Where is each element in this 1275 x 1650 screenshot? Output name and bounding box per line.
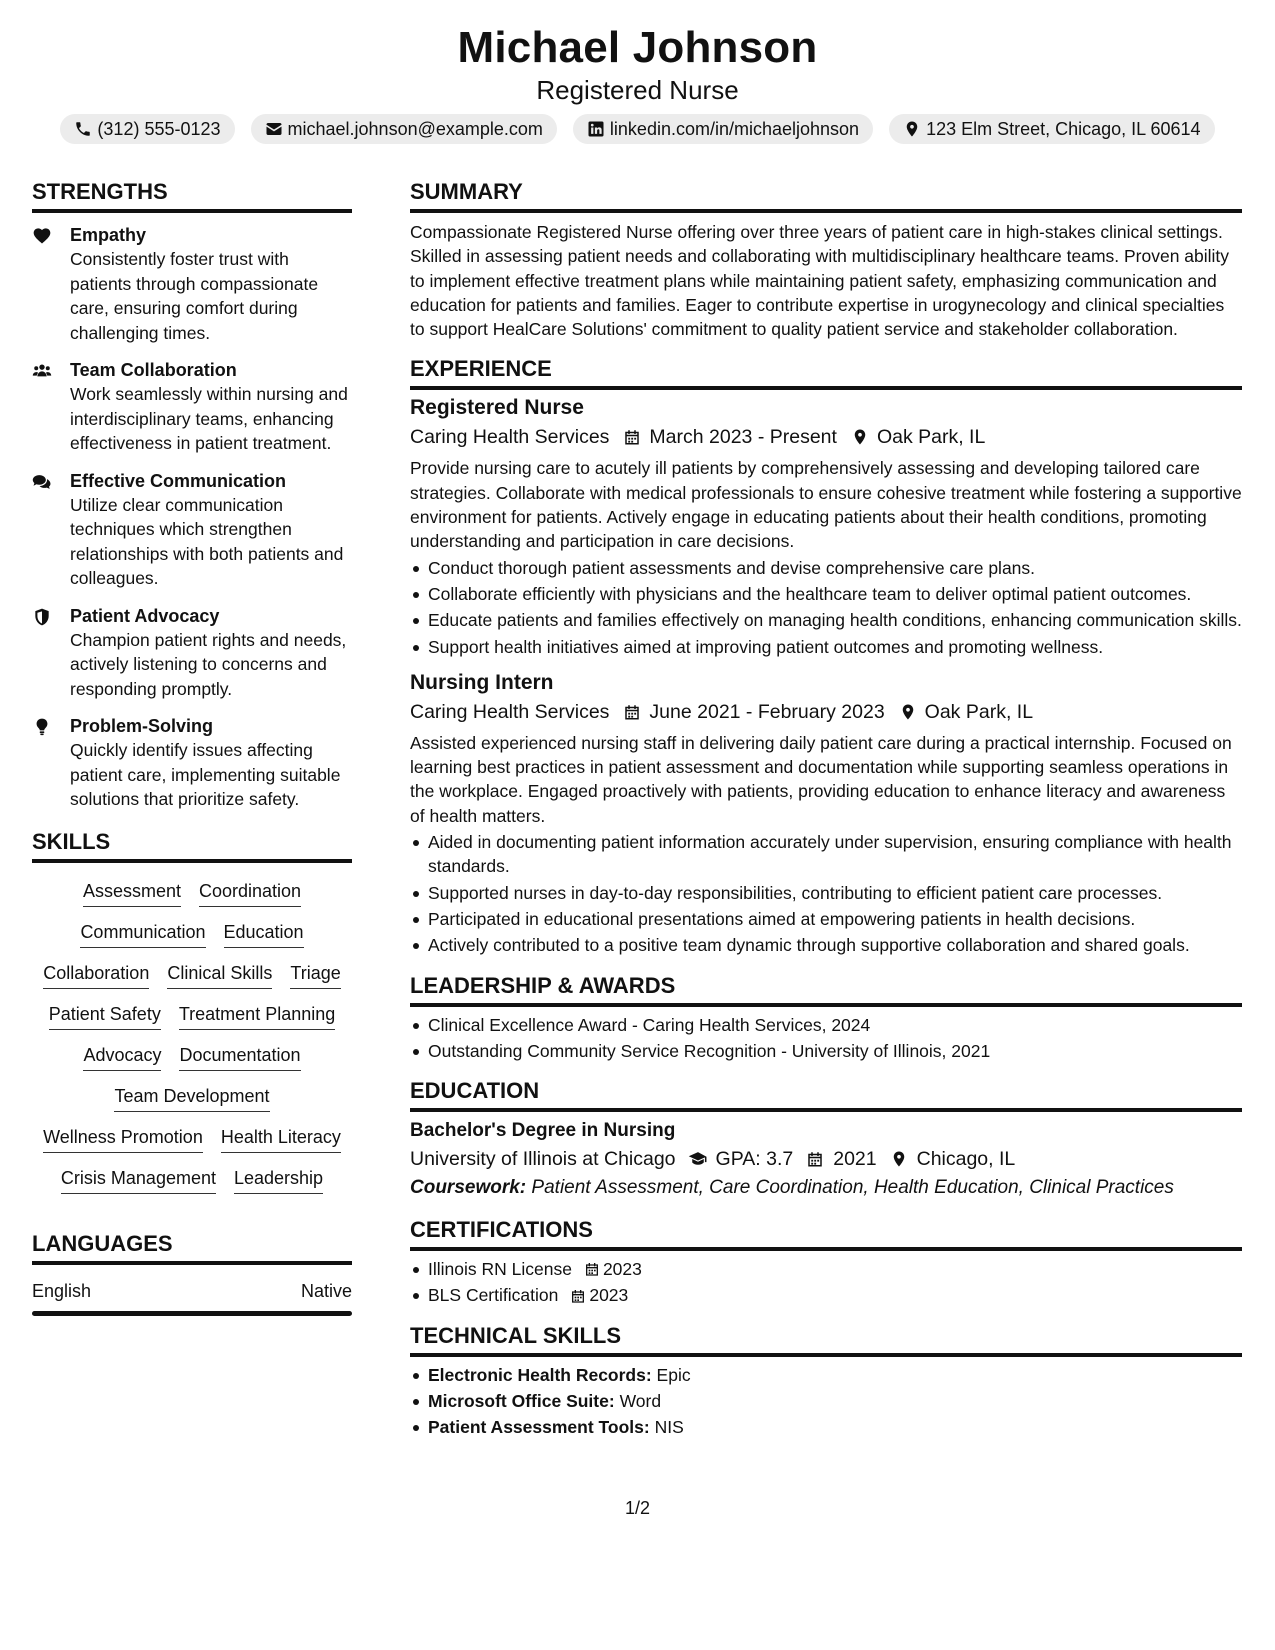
summary-section	[410, 178, 1242, 341]
coursework-text: Patient Assessment, Care Coordination, Health Education, Clinical Practices	[531, 1177, 1174, 1199]
technical-skill-value: Word	[619, 1391, 662, 1412]
contact-address	[889, 114, 1215, 144]
job-location: Oak Park, IL	[924, 700, 1034, 723]
job-title: Registered Nurse	[410, 396, 584, 420]
skill-tag: Clinical Skills	[167, 961, 272, 989]
language-name: English	[32, 1280, 92, 1301]
technical-skill-label: Electronic Health Records:	[428, 1364, 652, 1385]
graduation-cap-icon	[676, 1150, 716, 1168]
technical-skill-item	[410, 1415, 1242, 1439]
strength-item	[32, 469, 352, 591]
job-entry	[410, 669, 1242, 958]
job-company: Caring Health Services	[410, 700, 610, 723]
certification-item	[410, 1257, 1242, 1281]
education-year: 2021	[833, 1148, 877, 1171]
job-title: Nursing Intern	[410, 670, 554, 694]
education-heading: EDUCATION	[410, 1077, 1242, 1112]
summary-heading: SUMMARY	[410, 178, 1242, 213]
job-bullet: Conduct thorough patient assessments and devise comprehensive care plans.	[410, 556, 1242, 580]
strength-item	[32, 358, 352, 456]
strength-desc: Consistently foster trust with patients through compassionate care, ensuring comfort during challenging times.	[70, 249, 319, 343]
strengths-heading: STRENGTHS	[32, 178, 352, 213]
job-bullet: Collaborate efficiently with physicians and the healthcare team to deliver optimal patient outcomes.	[410, 582, 1242, 606]
skill-tag: Treatment Planning	[179, 1002, 335, 1030]
education-meta	[410, 1144, 1242, 1174]
language-level: Native	[300, 1280, 352, 1301]
job-dates: June 2021 - February 2023	[649, 700, 885, 723]
languages-heading: LANGUAGES	[32, 1230, 352, 1265]
certification-name: BLS Certification	[428, 1285, 559, 1306]
technical-skill-item	[410, 1363, 1242, 1387]
certifications-section	[410, 1216, 1242, 1308]
contact-linkedin-text: linkedin.com/in/michaeljohnson	[609, 119, 860, 139]
leadership-list	[410, 1013, 1242, 1064]
skill-tag: Leadership	[234, 1166, 323, 1194]
candidate-role: Registered Nurse	[536, 75, 739, 105]
location-pin-icon	[885, 703, 925, 721]
strength-title: Empathy	[70, 225, 147, 245]
shield-icon	[32, 604, 70, 702]
right-column	[410, 178, 1242, 1448]
job-dates: March 2023 - Present	[649, 426, 837, 449]
technical-skills-heading: TECHNICAL SKILLS	[410, 1322, 1242, 1357]
job-location: Oak Park, IL	[876, 426, 986, 449]
leadership-section	[410, 972, 1242, 1064]
page-number: 1/2	[624, 1498, 651, 1518]
strength-title: Problem-Solving	[70, 716, 214, 736]
education-location: Chicago, IL	[916, 1148, 1016, 1171]
skills-list	[32, 873, 352, 1204]
education-section	[410, 1077, 1242, 1202]
linkedin-icon	[587, 120, 605, 138]
strength-title: Effective Communication	[70, 470, 287, 491]
certification-item	[410, 1283, 1242, 1307]
technical-skill-label: Microsoft Office Suite:	[428, 1391, 615, 1412]
skill-tag: Education	[224, 920, 304, 948]
skill-tag: Patient Safety	[49, 1002, 161, 1030]
resume-header	[0, 0, 1275, 144]
comments-icon	[32, 469, 70, 591]
strength-desc: Work seamlessly within nursing and interdisciplinary teams, enhancing effectiveness in patient treatment.	[70, 384, 348, 453]
calendar-icon	[793, 1150, 833, 1168]
contact-linkedin[interactable]	[573, 114, 873, 144]
envelope-icon	[265, 120, 283, 138]
technical-skill-label: Patient Assessment Tools:	[428, 1417, 650, 1438]
heart-icon	[32, 223, 70, 345]
certifications-heading: CERTIFICATIONS	[410, 1216, 1242, 1251]
coursework-label: Coursework:	[410, 1177, 527, 1199]
job-bullet: Actively contributed to a positive team dynamic through supportive collaboration and shared goals.	[410, 933, 1242, 957]
job-entry	[410, 394, 1242, 658]
job-meta	[410, 422, 1242, 452]
location-pin-icon	[837, 428, 877, 446]
skill-tag: Crisis Management	[61, 1166, 216, 1194]
strength-title: Team Collaboration	[70, 360, 237, 380]
award-item: Outstanding Community Service Recognition - University of Illinois, 2021	[410, 1039, 1242, 1063]
contact-phone-text: (312) 555-0123	[97, 119, 221, 139]
language-proficiency-bar	[32, 1311, 352, 1316]
contact-email[interactable]	[251, 114, 557, 144]
technical-skills-section	[410, 1322, 1242, 1440]
job-bullets	[410, 830, 1242, 957]
job-bullet: Support health initiatives aimed at improving patient outcomes and promoting wellness.	[410, 635, 1242, 659]
education-coursework	[410, 1174, 1242, 1202]
strength-item	[32, 604, 352, 702]
strength-desc: Champion patient rights and needs, actively listening to concerns and responding promptly.	[70, 629, 347, 699]
education-gpa: GPA: 3.7	[715, 1148, 794, 1171]
strength-title: Patient Advocacy	[70, 605, 220, 626]
location-pin-icon	[877, 1150, 917, 1168]
left-column	[32, 178, 352, 1448]
experience-heading: EXPERIENCE	[410, 355, 1242, 390]
education-degree: Bachelor's Degree in Nursing	[410, 1120, 676, 1142]
contact-phone[interactable]	[60, 114, 234, 144]
certification-name: Illinois RN License	[428, 1259, 572, 1280]
strength-item	[32, 223, 352, 345]
skill-tag: Health Literacy	[221, 1125, 341, 1153]
technical-skills-list	[410, 1363, 1242, 1440]
job-meta	[410, 697, 1242, 727]
technical-skill-item	[410, 1389, 1242, 1413]
skill-tag: Assessment	[83, 879, 181, 907]
candidate-name: Michael Johnson	[457, 23, 818, 72]
job-description: Provide nursing care to acutely ill patients by comprehensively assessing and developing tailored care strategies. Collaborate with medical professionals to ensure cohesive treatment while fostering a supportive environment for patients. Actively engage in educating patients about their health conditions, promoting understanding and participation in care decisions.	[410, 458, 1242, 552]
job-description: Assisted experienced nursing staff in delivering daily patient care during a practical internship. Focused on learning best practices in patient assessment and documentation while supporting seamless operations in the workplace. Engaged proactively with patients, providing education to enhance literacy and awareness of health matters.	[410, 732, 1232, 826]
skill-tag: Team Development	[114, 1084, 269, 1112]
strength-desc: Utilize clear communication techniques which strengthen relationships with both patients and colleagues.	[70, 494, 344, 588]
job-company: Caring Health Services	[410, 426, 610, 449]
award-item: Clinical Excellence Award - Caring Health Services, 2024	[410, 1013, 1242, 1037]
strengths-list	[32, 223, 352, 812]
strength-desc: Quickly identify issues affecting patient care, implementing suitable solutions that prioritize safety.	[70, 740, 341, 809]
calendar-icon	[609, 428, 649, 446]
skills-heading: SKILLS	[32, 828, 352, 863]
job-bullet: Educate patients and families effectively on managing health conditions, enhancing communication skills.	[410, 608, 1242, 632]
contact-address-text: 123 Elm Street, Chicago, IL 60614	[926, 119, 1201, 139]
job-bullets	[410, 556, 1242, 659]
job-bullet: Participated in educational presentations aimed at empowering patients in health decisions.	[410, 907, 1242, 931]
skill-tag: Triage	[290, 961, 340, 989]
education-school: University of Illinois at Chicago	[410, 1148, 676, 1171]
skill-tag: Coordination	[199, 879, 301, 907]
contact-email-text: michael.johnson@example.com	[287, 119, 543, 139]
language-item	[32, 1279, 352, 1316]
experience-section	[410, 355, 1242, 957]
skill-tag: Advocacy	[83, 1043, 161, 1071]
contact-bar	[0, 114, 1275, 144]
location-pin-icon	[903, 120, 921, 138]
job-bullet: Supported nurses in day-to-day responsibilities, contributing to efficient patient care processes.	[410, 881, 1242, 905]
calendar-icon	[609, 703, 649, 721]
strength-item	[32, 714, 352, 812]
skill-tag: Documentation	[179, 1043, 300, 1071]
leadership-heading: LEADERSHIP & AWARDS	[410, 972, 1242, 1007]
certification-year: 2023	[602, 1259, 642, 1280]
certifications-list	[410, 1257, 1242, 1308]
skill-tag: Communication	[80, 920, 205, 948]
skill-tag: Wellness Promotion	[43, 1125, 203, 1153]
lightbulb-icon	[32, 714, 70, 812]
technical-skill-value: Epic	[656, 1364, 691, 1385]
calendar-icon	[572, 1261, 603, 1277]
summary-text: Compassionate Registered Nurse offering over three years of patient care in high-stakes clinical settings. Skilled in assessing patient needs and collaborating with multidisciplinary healthcare teams. Proven ability to implement effective treatment plans while maintaining patient safety, emphasizing communication and education for patients and families. Eager to contribute expertise in urogynecology and clinical specialties to support HealCare Solutions' commitment to quality patient service and stakeholder collaboration.	[410, 222, 1230, 340]
skill-tag: Collaboration	[43, 961, 149, 989]
users-icon	[32, 358, 70, 456]
certification-year: 2023	[589, 1285, 629, 1306]
technical-skill-value: NIS	[654, 1417, 684, 1438]
calendar-icon	[558, 1288, 589, 1304]
phone-icon	[74, 120, 92, 138]
job-bullet: Aided in documenting patient information accurately under supervision, ensuring compliance with health standards.	[410, 830, 1242, 879]
